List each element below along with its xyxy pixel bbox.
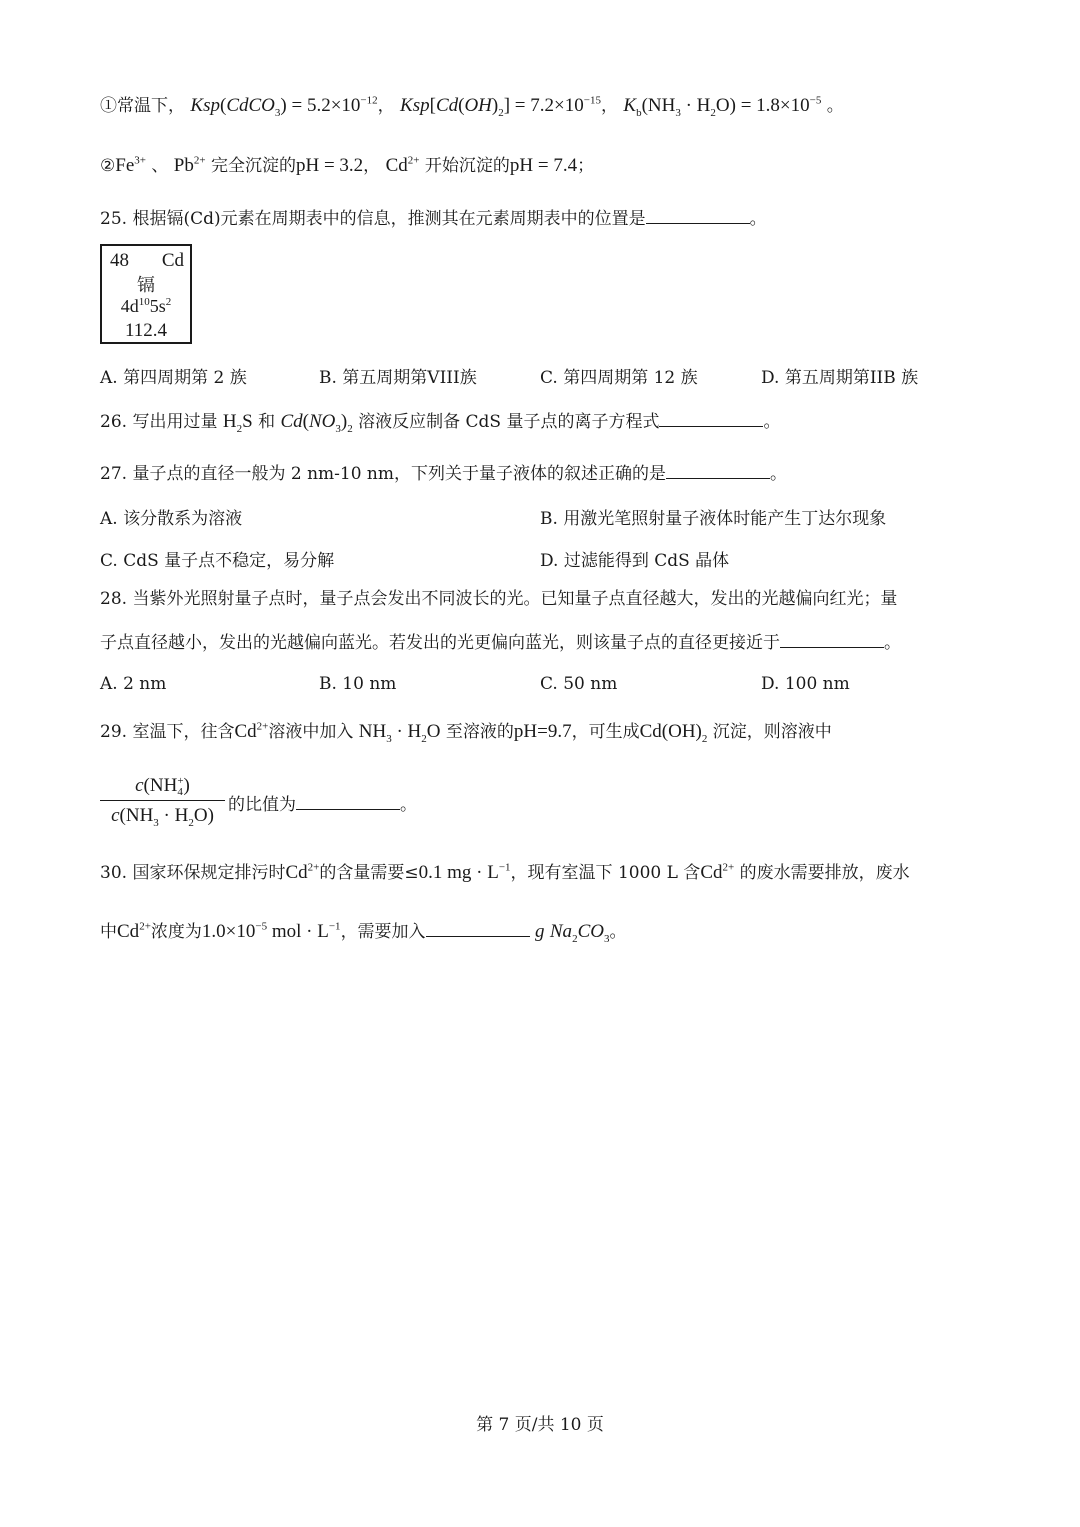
element-name: 镉 — [137, 275, 155, 295]
question-30-line2-lead: 中 — [100, 922, 117, 942]
question-25-option-d[interactable]: D. 第五周期第IIB 族 — [761, 368, 919, 388]
page-number: 第 7 页/共 10 页 — [476, 1415, 604, 1435]
question-30-line-2 — [100, 920, 626, 944]
question-29-stem — [100, 721, 832, 744]
question-29-mid1: 溶液中加入 — [268, 722, 354, 742]
question-30-mid1: 的含量需要≤ — [319, 863, 419, 883]
question-30-mid3: ，需要加入 — [340, 922, 426, 942]
answer-blank[interactable] — [426, 920, 530, 937]
ph-value-1: pH = 3.2 — [295, 155, 364, 176]
question-25-end: 。 — [749, 209, 767, 229]
question-25-stem — [100, 207, 767, 229]
condition-1-end: 。 — [826, 96, 844, 116]
question-30-line-1 — [100, 862, 910, 885]
question-28-option-c[interactable]: C. 50 nm — [540, 674, 618, 694]
question-30-mid2: ，现有室温下 1000 L 含 — [510, 863, 701, 883]
question-25-option-a[interactable]: A. 第四周期第 2 族 — [100, 368, 247, 388]
electron-config: $4d^{10}5s^2$ — [120, 296, 172, 316]
answer-blank[interactable] — [296, 793, 400, 810]
question-28-end: 。 — [884, 633, 901, 653]
question-28-line-2 — [100, 631, 901, 653]
question-29-mid2: 至溶液的 — [445, 722, 514, 742]
question-27-option-a[interactable]: A. 该分散系为溶液 — [100, 509, 243, 529]
formula-cd-no3-2: $Cd(NO_3)_2$ — [280, 411, 353, 435]
ksp-cdco3: Ksp(CdCO$_3$) = $5.2\times 10^{-12}$ — [190, 94, 378, 119]
question-29-end: 。 — [400, 795, 417, 815]
question-26-lead: 26. 写出用过量 — [100, 412, 218, 432]
question-30-conc-text: 浓度为 — [150, 922, 202, 942]
answer-blank[interactable] — [780, 631, 884, 648]
fraction-denominator: $c(NH_3 \cdot H_2O)$ — [100, 800, 225, 827]
condition-2-text1: 完全沉淀的 — [210, 156, 296, 176]
formula-nh3h2o: $NH_3 \cdot H_2O$ — [358, 721, 441, 745]
condition-2-end: ； — [577, 156, 595, 176]
atomic-mass: 112.4 — [124, 320, 168, 341]
ph-value-2: pH = 7.4 — [509, 155, 578, 176]
question-25-option-b[interactable]: B. 第五周期第VIII族 — [319, 368, 477, 388]
element-cell-cd — [100, 244, 192, 344]
question-26-mid: 和 — [258, 412, 276, 432]
question-29-tail: 沉淀，则溶液中 — [712, 722, 832, 742]
limit-value: 0.1 mg · $L^{-1}$ — [418, 861, 511, 883]
question-28-text: 子点直径越小，发出的光越偏向蓝光。若发出的光更偏向蓝光，则该量子点的直径更接近于 — [100, 633, 780, 653]
question-27-option-b[interactable]: B. 用激光笔照射量子液体时能产生丁达尔现象 — [540, 509, 887, 529]
question-27-stem — [100, 462, 787, 484]
ksp-cdoh2: $Ksp[Cd(OH)_2] = 7.2\times 10^{-15}$ — [400, 94, 601, 119]
question-26-stem — [100, 410, 780, 434]
question-30-lead: 30. 国家环保规定排污时 — [100, 863, 286, 883]
question-29-ratio-text: 的比值为 — [228, 795, 296, 815]
ion-fe: $Fe^{3+}$ — [115, 154, 146, 176]
question-29-ratio — [228, 793, 417, 815]
kb-nh3h2o: $K_b(NH_3 \cdot H_2O) = 1.8\times 10^{-5}$ — [623, 94, 822, 119]
condition-2: $②Fe^{3+}$ 、 $Pb^{2+}$ 完全沉淀的pH = 3.2， $Cd^{2+}$ 开始沉淀的pH = 7.4； — [100, 154, 595, 176]
question-27-text: 27. 量子点的直径一般为 2 nm-10 nm，下列关于量子液体的叙述正确的是 — [100, 464, 666, 484]
question-27-option-c[interactable]: C. CdS 量子点不稳定，易分解 — [100, 551, 335, 571]
formula-h2s: $H_2S$ — [222, 411, 253, 435]
ion-cd: $Cd^{2+}$ — [285, 861, 320, 883]
question-27-end: 。 — [769, 464, 787, 484]
question-28-option-a[interactable]: A. 2 nm — [100, 674, 167, 694]
ion-cd: $Cd^{2+}$ — [385, 154, 420, 176]
condition-1: ①常温下， Ksp(CdCO$_3$) = $5.2\times 10^{-12}$， $Ksp[Cd(OH)_2] = 7.2\times 10^{-15}$， $K_b(NH_3 \cdot H_2O) = 1.8\times 10^{-5}$ 。 — [100, 94, 844, 119]
question-28-option-b[interactable]: B. 10 nm — [319, 674, 397, 694]
concentration-value: $1.0\times 10^{-5}$ mol · $L^{-1}$ — [201, 920, 341, 942]
fraction-numerator: c(NH + 4 ) — [135, 774, 190, 798]
condition-2-lead: ② — [100, 156, 116, 176]
question-25-text: 25. 根据镉(Cd)元素在周期表中的信息，推测其在元素周期表中的位置是 — [100, 209, 646, 229]
question-26-end: 。 — [763, 412, 781, 432]
answer-blank[interactable] — [666, 462, 770, 479]
ion-cd: $Cd^{2+}$ — [700, 861, 735, 883]
element-symbol: Cd — [161, 250, 184, 271]
ratio-fraction — [100, 775, 225, 827]
atomic-number: 48 — [110, 250, 129, 271]
unit-g: g — [534, 921, 545, 942]
formula-cdoh2: $Cd(OH)_2$ — [639, 721, 708, 745]
condition-2-text2: 开始沉淀的 — [424, 156, 510, 176]
formula-na2co3: $Na_2CO_3$ — [549, 921, 610, 945]
ph-value: pH=9.7 — [513, 721, 572, 742]
question-27-option-d[interactable]: D. 过滤能得到 CdS 晶体 — [540, 551, 730, 571]
ion-cd: $Cd^{2+}$ — [234, 720, 269, 742]
answer-blank[interactable] — [646, 207, 750, 224]
question-25-option-c[interactable]: C. 第四周期第 12 族 — [540, 368, 698, 388]
question-28-line-1: 28. 当紫外光照射量子点时，量子点会发出不同波长的光。已知量子点直径越大，发出的光越偏向红光；量 — [100, 589, 898, 609]
ion-cd: $Cd^{2+}$ — [117, 920, 151, 942]
answer-blank[interactable] — [659, 410, 763, 427]
question-26-tail: 溶液反应制备 CdS 量子点的离子方程式 — [358, 412, 660, 432]
ion-pb: $Pb^{2+}$ — [173, 154, 206, 176]
question-30-end: 。 — [609, 922, 627, 942]
question-30-tail: 的废水需要排放，废水 — [739, 863, 910, 883]
question-29-mid3: ，可生成 — [571, 722, 640, 742]
question-29-lead: 29. 室温下，往含 — [100, 722, 235, 742]
condition-1-lead: ①常温下， — [100, 96, 185, 116]
question-28-option-d[interactable]: D. 100 nm — [761, 674, 850, 694]
